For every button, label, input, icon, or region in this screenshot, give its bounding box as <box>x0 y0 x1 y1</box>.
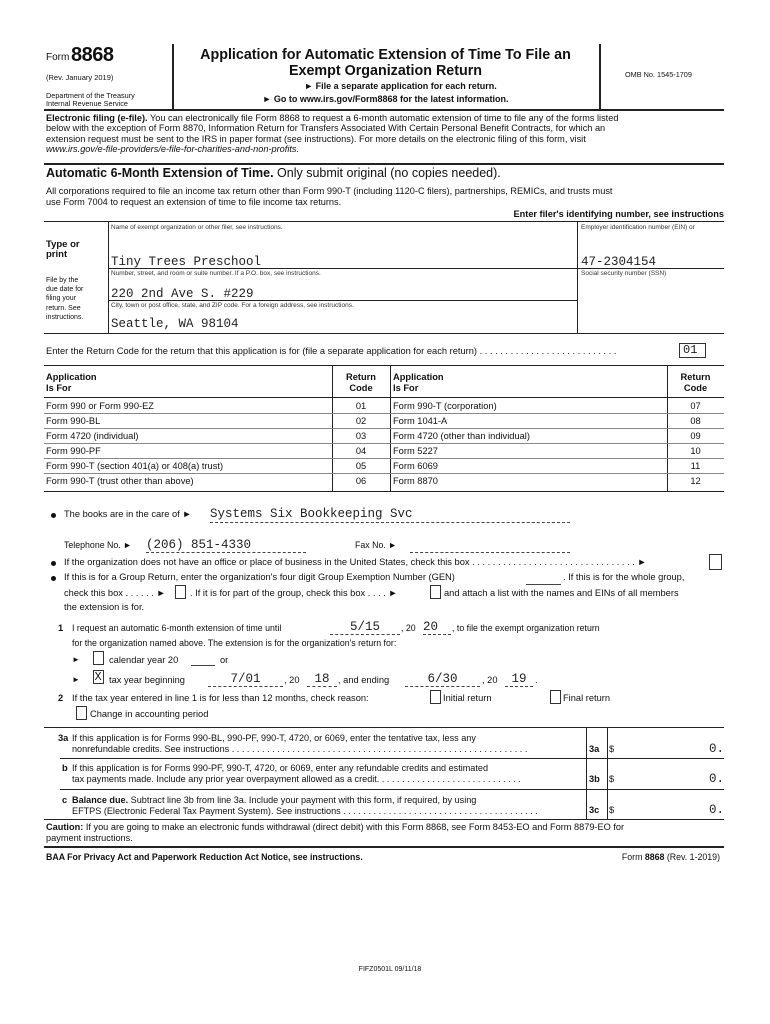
city-label: City, town or post office, state, and ZIP code. For a foreign address, see instructions. <box>111 302 354 309</box>
file-by-note <box>46 276 83 322</box>
code-cell: 09 <box>690 431 701 441</box>
ssn-label: Social security number (SSN) <box>581 270 667 277</box>
type-or-print <box>46 240 80 260</box>
codes-top-rule <box>44 365 724 366</box>
group-text-2: . If this is for the whole group, <box>563 572 685 582</box>
tel-label: Telephone No. ► <box>64 540 132 550</box>
begin-year-value: 18 <box>314 672 330 686</box>
ein-field[interactable]: 47-2304154 <box>581 255 657 269</box>
line3-top-rule <box>44 727 724 728</box>
arrow-icon: ► <box>72 675 80 684</box>
idblock-ein-rule <box>577 221 578 334</box>
line3c-text-1: Subtract line 3b from line 3a. Include your payment with this form, if required, by using <box>128 795 477 805</box>
line1-number: 1 <box>58 623 64 633</box>
line3a-box-label: 3a <box>589 744 600 754</box>
code-cell: 12 <box>690 476 701 486</box>
line1-20-a: , 20 <box>401 623 416 633</box>
form-cell: Form 4720 (other than individual) <box>393 431 530 441</box>
table-row <box>46 474 194 489</box>
code-cell: 10 <box>690 446 701 456</box>
row-rule <box>44 413 724 414</box>
arrow-icon: ► <box>72 655 80 664</box>
code-cell: 01 <box>355 401 367 411</box>
col-head-app-right-1: Application <box>393 372 444 382</box>
end-20: , 20 <box>482 675 498 685</box>
line3c-number: c <box>62 795 68 805</box>
col-head-code-left-2: Code <box>349 382 373 393</box>
line3-box-left-rule <box>586 727 587 820</box>
end-date-field[interactable] <box>405 672 480 687</box>
header-bottom-rule <box>44 109 724 111</box>
ending-label: , and ending <box>338 675 390 685</box>
irs-name: Internal Revenue Service <box>46 99 128 108</box>
line3c-text-2: EFTPS (Electronic Federal Tax Payment System). See instructions . . . . . . . . . . . . . . . . . . . . . . . . . . . . . . . . . . . . . . . <box>72 806 538 816</box>
bullet-icon <box>51 561 56 566</box>
line3b-box-label: 3b <box>589 774 600 784</box>
balance-due-lead: Balance due. <box>72 795 129 805</box>
line3a-text <box>72 733 572 755</box>
return-code-field[interactable]: 01 <box>679 343 706 358</box>
gen-field[interactable] <box>526 572 561 585</box>
initial-return-label: Initial return <box>443 693 492 703</box>
calendar-or: or <box>220 655 229 665</box>
fax-field[interactable] <box>410 538 570 553</box>
form-cell: Form 4720 (individual) <box>46 431 139 441</box>
tel-field[interactable] <box>146 538 306 553</box>
form-title-1: Application for Automatic Extension of Time To File an <box>200 47 571 63</box>
table-row <box>46 414 100 429</box>
table-row <box>393 414 447 429</box>
code-cell: 11 <box>690 461 701 471</box>
footer-form-rev: (Rev. 1-2019) <box>664 852 720 862</box>
baa-notice: BAA For Privacy Act and Paperwork Reduction Act Notice, see instructions. <box>46 852 363 862</box>
line3b-text-1: If this application is for Forms 990-PF, 990-T, 4720, or 6069, enter any refundable credits and estimated <box>72 763 489 773</box>
care-field[interactable] <box>210 507 570 523</box>
care-label: The books are in the care of ► <box>64 509 192 519</box>
line2-number: 2 <box>58 693 64 703</box>
caution-text-1: If you are going to make an electronic funds withdrawal (direct debit) with this Form 8868, see Form 8453-EO and Form 8879-EO for <box>83 822 625 832</box>
efile-line-1: You can electronically file Form 8868 to request a 6-month automatic extension of time to file any of the forms listed <box>147 113 619 123</box>
header-divider-right <box>599 44 601 109</box>
line1-text-b: , to file the exempt organization return <box>452 623 600 633</box>
no-office-checkbox[interactable] <box>709 554 722 570</box>
form-cell: Form 990-BL <box>46 416 101 426</box>
omb-number: OMB No. 1545-1709 <box>625 70 692 79</box>
file-by-2: due date for <box>46 286 84 294</box>
code-cell: 05 <box>355 461 367 471</box>
caution-text-2: payment instructions. <box>46 832 133 843</box>
table-row <box>46 429 139 444</box>
fax-label: Fax No. ► <box>355 540 397 550</box>
line3a-dollar: $ <box>609 744 615 754</box>
corp-line-1: All corporations required to file an income tax return other than Form 990-T (including 1120-C filers), partnerships, REMICs, and trusts must <box>46 186 613 196</box>
begin-20: , 20 <box>284 675 300 685</box>
footer-form-word: Form <box>621 852 645 862</box>
auto-extension-heading <box>46 166 501 180</box>
col-head-code-right-1: Return <box>680 372 711 382</box>
codes-bottom-rule <box>44 491 724 492</box>
form-cell: Form 990-T (corporation) <box>393 401 497 411</box>
part-group-checkbox[interactable] <box>430 585 441 599</box>
table-row <box>393 429 530 444</box>
street-field[interactable]: 220 2nd Ave S. #229 <box>111 287 254 301</box>
no-office-text: If the organization does not have an office or place of business in the United States, check this box . . . . . . . . . . . . . . . . . . . . . . . . . . . . . . . . ► <box>64 557 647 567</box>
form-cell: Form 6069 <box>393 461 438 471</box>
table-row <box>46 399 154 414</box>
group-text-3: check this box . . . . . . ► <box>64 588 166 598</box>
until-year-field[interactable] <box>423 620 451 635</box>
code-cell: 06 <box>355 476 367 486</box>
end-period: . <box>535 675 538 685</box>
org-name-label: Name of exempt organization or other filer, see instructions. <box>111 224 283 231</box>
subtitle-website: ► Go to www.irs.gov/Form8868 for the latest information. <box>262 94 509 104</box>
whole-group-checkbox[interactable] <box>175 585 186 599</box>
efile-bottom-rule <box>44 163 724 165</box>
calendar-year-label: calendar year 20 <box>109 655 179 665</box>
calendar-year-checkbox[interactable] <box>93 651 104 665</box>
col-head-app-left <box>46 372 97 393</box>
ein-label: Employer identification number (EIN) or <box>581 224 695 231</box>
group-text-1: If this is for a Group Return, enter the organization's four digit Group Exemption Number (GEN) <box>64 572 455 582</box>
group-text-4: . If it is for part of the group, check this box . . . . ► <box>190 588 398 598</box>
calendar-year-field[interactable] <box>191 654 215 666</box>
line3a-text-2: nonrefundable credits. See instructions . . . . . . . . . . . . . . . . . . . . . . . . . . . . . . . . . . . . . . . . . . . . . . . . . . . . . . . . . . . <box>72 744 528 754</box>
form-cell: Form 5227 <box>393 446 438 456</box>
caution-lead: Caution: <box>46 822 84 832</box>
row-rule <box>44 473 724 474</box>
row-rule <box>44 443 724 444</box>
type-or-label: Type or <box>46 239 80 250</box>
corp-line-2: use Form 7004 to request an extension of time to file income tax returns. <box>46 196 342 207</box>
form-cell: Form 990-PF <box>46 446 101 456</box>
end-year-field[interactable] <box>505 672 533 687</box>
table-row <box>393 459 438 474</box>
file-by-1: File by the <box>46 277 79 284</box>
initial-return-checkbox[interactable] <box>430 690 441 704</box>
end-year-value: 19 <box>511 672 527 686</box>
row-rule <box>44 458 724 459</box>
bullet-icon <box>51 576 56 581</box>
begin-date-field[interactable] <box>208 672 283 687</box>
efile-paragraph <box>46 113 726 155</box>
form-cell: Form 990-T (trust other than above) <box>46 476 194 486</box>
file-by-5: instructions. <box>46 313 84 321</box>
dept-treasury: Department of the Treasury <box>46 91 135 100</box>
efile-lead: Electronic filing (e-file). <box>46 113 148 123</box>
code-cell: 02 <box>355 416 367 426</box>
table-row <box>393 474 438 489</box>
care-value: Systems Six Bookkeeping Svc <box>210 507 413 521</box>
caution-paragraph <box>46 822 726 843</box>
accounting-period-label: Change in accounting period <box>90 709 209 719</box>
efile-line-4: www.irs.gov/e-file-providers/e-file-for-charities-and-non-profits. <box>46 144 300 155</box>
table-row <box>393 399 497 414</box>
city-field[interactable]: Seattle, WA 98104 <box>111 317 239 331</box>
idblock-bottom-rule <box>44 333 724 334</box>
line3c-dollar: $ <box>609 805 615 815</box>
subtitle-separate: ► File a separate application for each return. <box>304 81 497 91</box>
line3-rule-a <box>60 758 724 759</box>
idblock-left-rule <box>108 221 109 334</box>
table-row <box>393 444 438 459</box>
line3a-amount-field[interactable]: 0. <box>708 742 724 756</box>
corporations-paragraph <box>46 186 726 207</box>
codes-header-rule <box>44 397 724 398</box>
code-cell: 04 <box>355 446 367 456</box>
line3b-number: b <box>62 763 68 773</box>
group-text-5: and attach a list with the names and EINs of all members <box>444 588 679 598</box>
line3b-text-2: tax payments made. Include any prior year overpayment allowed as a credit. . . . . . . . . . . . . . . . . . . . . . . . . . . . . <box>72 774 521 784</box>
footer-form-id <box>622 852 720 862</box>
accounting-period-checkbox[interactable] <box>76 706 87 720</box>
footer-code: FIFZ0501L 09/11/18 <box>358 966 422 973</box>
col-head-code-left-1: Return <box>346 372 376 382</box>
col-head-app-left-2: Is For <box>46 382 72 393</box>
form-cell: Form 8870 <box>393 476 438 486</box>
until-year-value: 20 <box>423 620 439 634</box>
line3b-amount-field[interactable]: 0. <box>708 772 724 786</box>
begin-date-value: 7/01 <box>230 672 261 686</box>
code-cell: 03 <box>355 431 367 441</box>
auto-heading-bold: Automatic 6-Month Extension of Time. <box>46 166 274 180</box>
form-number: 8868 <box>71 44 114 66</box>
col-head-code-right-2: Code <box>683 382 708 393</box>
file-by-3: filing your <box>46 295 76 303</box>
line3c-text <box>72 795 572 817</box>
end-date-value: 6/30 <box>427 672 458 686</box>
line3b-dollar: $ <box>609 774 615 784</box>
line3-bottom-rule <box>44 819 724 820</box>
line3b-text <box>72 763 572 785</box>
print-label: print <box>46 249 68 260</box>
until-date-field[interactable] <box>330 620 400 635</box>
footer-top-rule <box>44 846 724 848</box>
tax-year-checkbox[interactable] <box>93 670 104 684</box>
code-cell: 07 <box>690 401 701 411</box>
tel-value: (206) 851-4330 <box>146 538 252 552</box>
col-head-app-left-1: Application <box>46 372 97 382</box>
col-head-code-right <box>667 372 724 393</box>
group-text-6: the extension is for. <box>64 602 145 612</box>
return-code-prompt: Enter the Return Code for the return that this application is for (file a separate application for each return) . . . . . . . . . . . . . . . . . . . . . . . . . . . <box>46 346 617 356</box>
efile-line-3: extension request must be sent to the IRS in paper format (see instructions). For more details on the electronic filing of this form, visit <box>46 133 586 144</box>
table-row <box>46 459 223 474</box>
table-row <box>46 444 101 459</box>
street-label: Number, street, and room or suite number. If a P.O. box, see instructions. <box>111 270 321 277</box>
form-cell: Form 990-T (section 401(a) or 408(a) trust) <box>46 461 224 471</box>
row-rule <box>44 428 724 429</box>
form-cell: Form 1041-A <box>393 416 448 426</box>
begin-year-field[interactable] <box>307 672 337 687</box>
form-title-2: Exempt Organization Return <box>288 63 483 79</box>
form-revision: (Rev. January 2019) <box>46 73 114 82</box>
org-name-field[interactable]: Tiny Trees Preschool <box>111 255 262 269</box>
form-cell: Form 990 or Form 990-EZ <box>46 401 154 411</box>
form-word: Form <box>46 52 70 63</box>
tax-year-check-mark: X <box>94 670 102 684</box>
col-head-app-right-2: Is For <box>393 382 419 393</box>
line1-text-c: for the organization named above. The extension is for the organization's return for: <box>72 638 397 648</box>
efile-line-2: below with the exception of Form 8870, Information Return for Transfers Associated With Certain Personal Benefit Contracts, for which an <box>46 123 606 134</box>
line2-text: If the tax year entered in line 1 is for less than 12 months, check reason: <box>72 693 369 703</box>
col-head-code-left <box>332 372 390 393</box>
line1-text: I request an automatic 6-month extension of time until <box>72 623 282 633</box>
col-head-app-right <box>393 372 444 393</box>
code-cell: 08 <box>690 416 701 426</box>
form-label <box>46 52 69 63</box>
idblock-top-rule <box>44 221 724 222</box>
until-date-value: 5/15 <box>349 620 380 634</box>
line3a-text-1: If this application is for Forms 990-BL, 990-PF, 990-T, 4720, or 6069, enter the tentative tax, less any <box>72 733 476 743</box>
line3c-box-label: 3c <box>589 805 600 815</box>
line3a-number: 3a <box>58 733 69 743</box>
tax-year-label: tax year beginning <box>109 675 185 685</box>
bullet-icon <box>51 513 56 518</box>
filer-id-note: Enter filer's identifying number, see instructions <box>513 209 724 219</box>
auto-heading-note: Only submit original (no copies needed). <box>273 166 501 180</box>
line3c-amount-field[interactable]: 0. <box>708 803 724 817</box>
line3-rule-b <box>60 789 724 790</box>
final-return-label: Final return <box>563 693 611 703</box>
footer-form-number: 8868 <box>644 852 665 862</box>
final-return-checkbox[interactable] <box>550 690 561 704</box>
line3-dollar-rule <box>607 727 608 820</box>
file-by-4: return. See <box>46 304 81 312</box>
